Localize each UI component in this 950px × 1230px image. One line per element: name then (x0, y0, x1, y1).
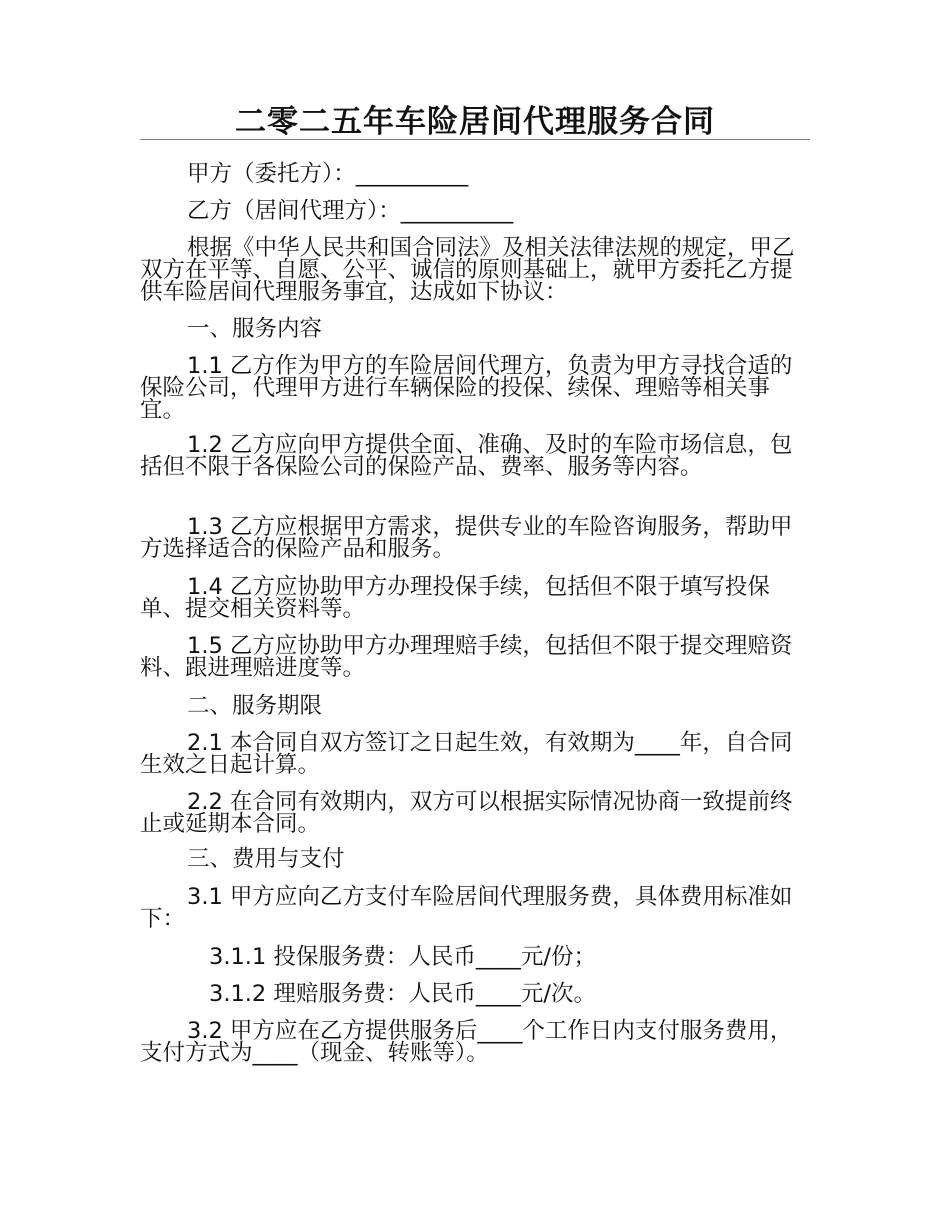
clause-1-3: 1.3 乙方应根据甲方需求，提供专业的车险咨询服务，帮助甲方选择适合的保险产品和服务。 (140, 514, 793, 562)
clause-3-1: 3.1 甲方应向乙方支付车险居间代理服务费，具体费用标准如下： (140, 884, 793, 932)
section-heading-fees: 三、费用与支付 (187, 846, 345, 872)
document-title: 二零二五年车险居间代理服务合同 (235, 104, 715, 140)
clause-1-4: 1.4 乙方应协助甲方办理投保手续，包括但不限于填写投保单、提交相关资料等。 (140, 574, 770, 622)
clause-3-1-1: 3.1.1 投保服务费：人民币____元/份； (209, 944, 596, 970)
section-heading-service-term: 二、服务期限 (187, 693, 323, 719)
party-b-line: 乙方（居间代理方）：__________ (187, 198, 514, 224)
clause-2-1: 2.1 本合同自双方签订之日起生效，有效期为____年，自合同生效之日起计算。 (140, 730, 793, 778)
clause-1-5: 1.5 乙方应协助甲方办理理赔手续，包括但不限于提交理赔资料、跟进理赔进度等。 (140, 633, 793, 681)
title-underline (140, 139, 810, 140)
section-heading-service-content: 一、服务内容 (187, 316, 323, 342)
preamble-paragraph: 根据《中华人民共和国合同法》及相关法律法规的规定，甲乙双方在平等、自愿、公平、诚信的原则基础上，就甲方委托乙方提供车险居间代理服务事宜，达成如下协议： (140, 235, 795, 305)
clause-2-2: 2.2 在合同有效期内，双方可以根据实际情况协商一致提前终止或延期本合同。 (140, 789, 793, 837)
clause-1-1: 1.1 乙方作为甲方的车险居间代理方，负责为甲方寻找合适的保险公司，代理甲方进行车辆保险的投保、续保、理赔等相关事宜。 (140, 353, 793, 423)
clause-1-2: 1.2 乙方应向甲方提供全面、准确、及时的车险市场信息，包括但不限于各保险公司的保险产品、费率、服务等内容。 (140, 432, 793, 480)
clause-3-2: 3.2 甲方应在乙方提供服务后____个工作日内支付服务费用，支付方式为____（现金、转账等）。 (140, 1018, 793, 1066)
party-a-line: 甲方（委托方）：__________ (187, 161, 469, 187)
clause-3-1-2: 3.1.2 理赔服务费：人民币____元/次。 (209, 981, 596, 1007)
